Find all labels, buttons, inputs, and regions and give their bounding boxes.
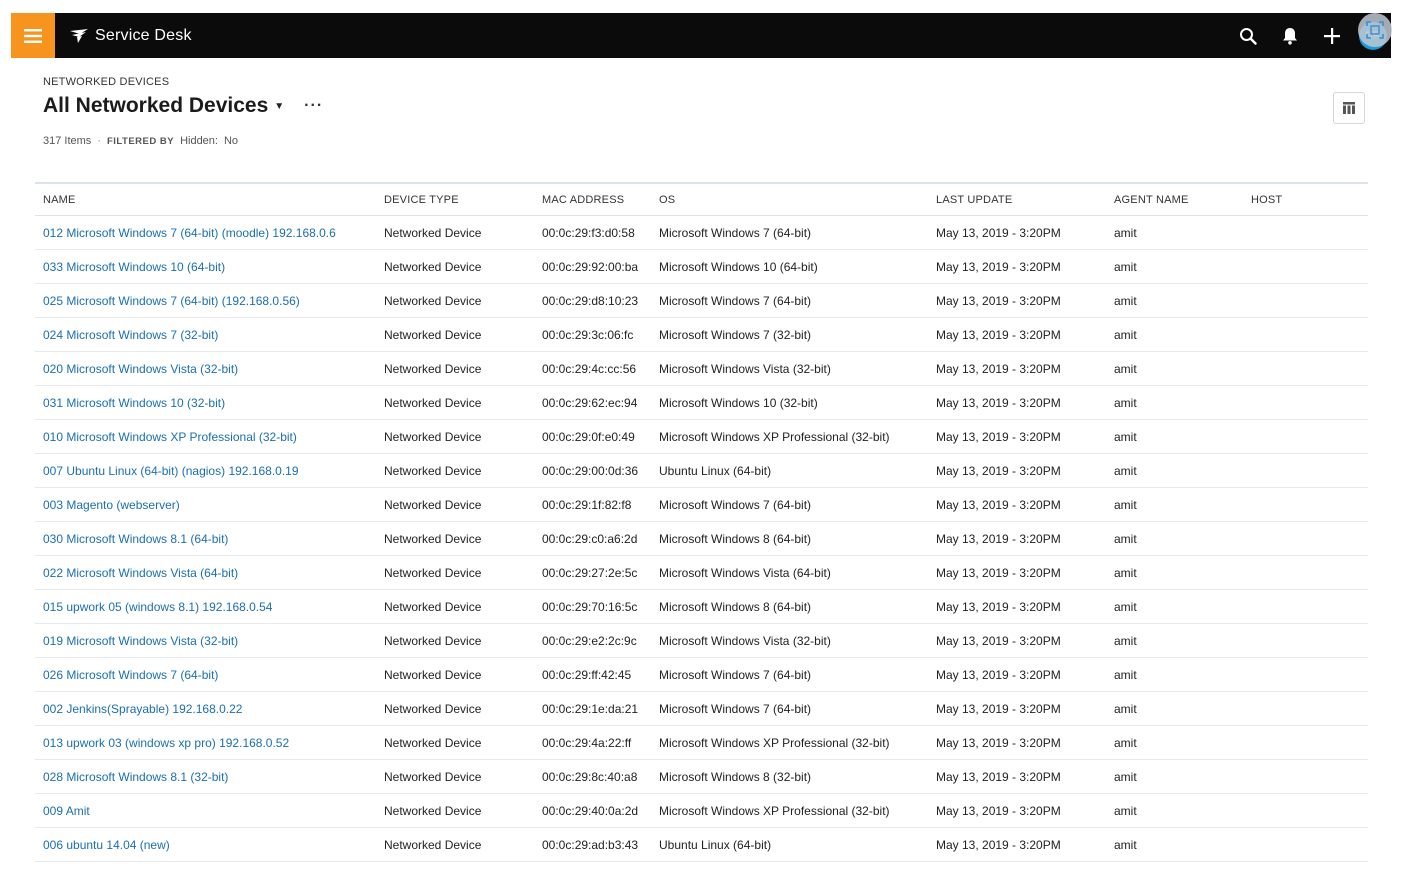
mac-address-cell: 00:0c:29:e2:2c:9c [534,624,651,658]
last-update-cell: May 13, 2019 - 3:20PM [928,352,1106,386]
os-cell: Microsoft Windows 8 (64-bit) [651,590,928,624]
agent-name-cell: amit [1106,590,1243,624]
mac-address-cell: 00:0c:29:40:0a:2d [534,794,651,828]
device-type-cell: Networked Device [376,318,534,352]
notifications-button[interactable] [1269,13,1311,58]
device-name-link[interactable]: 026 Microsoft Windows 7 (64-bit) [43,667,219,682]
name-cell [35,658,376,692]
device-type-cell: Networked Device [376,760,534,794]
os-cell: Microsoft Windows 8 (32-bit) [651,760,928,794]
name-cell [35,420,376,454]
breadcrumb[interactable]: NETWORKED DEVICES [43,76,170,88]
filter-key[interactable]: Hidden: [180,135,218,147]
agent-name-cell: amit [1106,250,1243,284]
host-cell [1243,556,1368,590]
os-cell: Microsoft Windows 7 (64-bit) [651,216,928,250]
mac-address-cell: 00:0c:29:70:16:5c [534,590,651,624]
mac-address-cell: 00:0c:29:62:ec:94 [534,386,651,420]
agent-name-cell: amit [1106,692,1243,726]
device-name-link[interactable]: 003 Magento (webserver) [43,497,180,512]
name-cell [35,522,376,556]
os-cell: Microsoft Windows XP Professional (32-bit) [651,420,928,454]
agent-name-cell: amit [1106,284,1243,318]
mac-address-cell: 00:0c:29:8c:40:a8 [534,760,651,794]
agent-name-cell: amit [1106,488,1243,522]
os-cell: Microsoft Windows 10 (64-bit) [651,250,928,284]
device-name-link[interactable]: 013 upwork 03 (windows xp pro) 192.168.0.52 [43,735,290,750]
name-cell [35,556,376,590]
service-desk-logo-icon [69,28,89,44]
table-row[interactable] [35,352,1368,386]
last-update-cell: May 13, 2019 - 3:20PM [928,658,1106,692]
top-navigation-bar [11,13,1391,58]
name-cell [35,250,376,284]
os-cell: Microsoft Windows 10 (32-bit) [651,386,928,420]
last-update-cell: May 13, 2019 - 3:20PM [928,386,1106,420]
agent-name-cell: amit [1106,318,1243,352]
column-header-device-type[interactable]: DEVICE TYPE [376,183,534,216]
name-cell [35,454,376,488]
host-cell [1243,250,1368,284]
device-name-link[interactable]: 020 Microsoft Windows Vista (32-bit) [43,361,239,376]
last-update-cell: May 13, 2019 - 3:20PM [928,624,1106,658]
last-update-cell: May 13, 2019 - 3:20PM [928,284,1106,318]
host-cell [1243,658,1368,692]
last-update-cell: May 13, 2019 - 3:20PM [928,454,1106,488]
main-menu-button[interactable] [11,13,55,58]
app-title: Service Desk [95,26,192,44]
column-header-last-update[interactable]: LAST UPDATE [928,183,1106,216]
device-type-cell: Networked Device [376,386,534,420]
agent-name-cell: amit [1106,522,1243,556]
filter-summary [43,135,238,147]
last-update-cell: May 13, 2019 - 3:20PM [928,828,1106,862]
plus-icon [1324,28,1340,44]
device-name-link[interactable]: 002 Jenkins(Sprayable) 192.168.0.22 [43,701,243,716]
table-row[interactable] [35,760,1368,794]
column-header-name[interactable]: NAME [35,183,376,216]
device-name-link[interactable]: 009 Amit [43,803,90,818]
view-dropdown-caret[interactable]: ▼ [274,100,285,112]
filter-value[interactable]: No [223,135,239,147]
device-type-cell: Networked Device [376,352,534,386]
os-cell: Microsoft Windows Vista (64-bit) [651,556,928,590]
columns-icon [1342,101,1356,115]
more-actions-button[interactable]: ··· [304,97,324,114]
agent-name-cell: amit [1106,760,1243,794]
host-cell [1243,454,1368,488]
table-body [35,216,1368,862]
agent-name-cell: amit [1106,352,1243,386]
device-type-cell: Networked Device [376,250,534,284]
name-cell [35,284,376,318]
name-cell [35,828,376,862]
name-cell [35,216,376,250]
device-type-cell: Networked Device [376,488,534,522]
table-row[interactable] [35,522,1368,556]
device-name-link[interactable]: 019 Microsoft Windows Vista (32-bit) [43,633,239,648]
device-type-cell: Networked Device [376,522,534,556]
name-cell [35,488,376,522]
mac-address-cell: 00:0c:29:4a:22:ff [534,726,651,760]
os-cell: Microsoft Windows 7 (64-bit) [651,488,928,522]
device-name-link[interactable]: 022 Microsoft Windows Vista (64-bit) [43,565,239,580]
os-cell: Ubuntu Linux (64-bit) [651,454,928,488]
table-row[interactable] [35,318,1368,352]
agent-name-cell: amit [1106,726,1243,760]
agent-name-cell: amit [1106,420,1243,454]
host-cell [1243,692,1368,726]
table-row[interactable] [35,658,1368,692]
mac-address-cell: 00:0c:29:27:2e:5c [534,556,651,590]
device-type-cell: Networked Device [376,692,534,726]
name-cell [35,692,376,726]
last-update-cell: May 13, 2019 - 3:20PM [928,556,1106,590]
last-update-cell: May 13, 2019 - 3:20PM [928,522,1106,556]
device-name-link[interactable]: 030 Microsoft Windows 8.1 (64-bit) [43,531,229,546]
host-cell [1243,386,1368,420]
os-cell: Microsoft Windows Vista (32-bit) [651,352,928,386]
last-update-cell: May 13, 2019 - 3:20PM [928,488,1106,522]
name-cell [35,352,376,386]
name-cell [35,624,376,658]
separator: · [97,135,101,147]
table-row[interactable] [35,488,1368,522]
device-type-cell: Networked Device [376,794,534,828]
last-update-cell: May 13, 2019 - 3:20PM [928,590,1106,624]
mac-address-cell: 00:0c:29:92:00:ba [534,250,651,284]
name-cell [35,590,376,624]
search-icon [1239,27,1257,45]
mac-address-cell: 00:0c:29:0f:e0:49 [534,420,651,454]
table-row[interactable] [35,590,1368,624]
host-cell [1243,216,1368,250]
last-update-cell: May 13, 2019 - 3:20PM [928,318,1106,352]
host-cell [1243,284,1368,318]
device-type-cell: Networked Device [376,420,534,454]
last-update-cell: May 13, 2019 - 3:20PM [928,250,1106,284]
name-cell [35,794,376,828]
agent-name-cell: amit [1106,216,1243,250]
table-row[interactable] [35,692,1368,726]
os-cell: Microsoft Windows XP Professional (32-bit) [651,794,928,828]
column-header-host[interactable]: HOST [1243,183,1368,216]
last-update-cell: May 13, 2019 - 3:20PM [928,760,1106,794]
agent-name-cell: amit [1106,658,1243,692]
host-cell [1243,420,1368,454]
mac-address-cell: 00:0c:29:3c:06:fc [534,318,651,352]
os-cell: Microsoft Windows 7 (64-bit) [651,284,928,318]
table-row[interactable] [35,386,1368,420]
device-name-link[interactable]: 010 Microsoft Windows XP Professional (32-bit) [43,429,297,444]
item-count: 317 Items [43,135,92,147]
host-cell [1243,522,1368,556]
host-cell [1243,828,1368,862]
hamburger-menu-icon [24,29,42,43]
column-header-os[interactable]: OS [651,183,928,216]
name-cell [35,386,376,420]
device-type-cell: Networked Device [376,556,534,590]
mac-address-cell: 00:0c:29:ff:42:45 [534,658,651,692]
mac-address-cell: 00:0c:29:c0:a6:2d [534,522,651,556]
name-cell [35,318,376,352]
device-name-link[interactable]: 031 Microsoft Windows 10 (32-bit) [43,395,226,410]
device-name-link[interactable]: 028 Microsoft Windows 8.1 (32-bit) [43,769,229,784]
devices-table [35,182,1368,862]
table-row[interactable] [35,624,1368,658]
device-name-link[interactable]: 033 Microsoft Windows 10 (64-bit) [43,259,226,274]
os-cell: Microsoft Windows 7 (32-bit) [651,318,928,352]
agent-name-cell: amit [1106,454,1243,488]
column-header-agent-name[interactable]: AGENT NAME [1106,183,1243,216]
agent-name-cell: amit [1106,386,1243,420]
mac-address-cell: 00:0c:29:ad:b3:43 [534,828,651,862]
agent-name-cell: amit [1106,624,1243,658]
os-cell: Microsoft Windows 7 (64-bit) [651,658,928,692]
table-row[interactable] [35,556,1368,590]
host-cell [1243,318,1368,352]
page-title-row [43,94,323,118]
table-row[interactable] [35,726,1368,760]
host-cell [1243,488,1368,522]
device-type-cell: Networked Device [376,658,534,692]
device-type-cell: Networked Device [376,454,534,488]
device-type-cell: Networked Device [376,726,534,760]
agent-name-cell: amit [1106,556,1243,590]
mac-address-cell: 00:0c:29:f3:d0:58 [534,216,651,250]
table-header-row [35,183,1368,216]
device-name-link[interactable]: 015 upwork 05 (windows 8.1) 192.168.0.54 [43,599,273,614]
last-update-cell: May 13, 2019 - 3:20PM [928,726,1106,760]
table-row[interactable] [35,828,1368,862]
name-cell [35,760,376,794]
mac-address-cell: 00:0c:29:00:0d:36 [534,454,651,488]
os-cell: Microsoft Windows Vista (32-bit) [651,624,928,658]
device-type-cell: Networked Device [376,828,534,862]
last-update-cell: May 13, 2019 - 3:20PM [928,692,1106,726]
host-cell [1243,352,1368,386]
device-type-cell: Networked Device [376,216,534,250]
column-header-mac-address[interactable]: MAC ADDRESS [534,183,651,216]
mac-address-cell: 00:0c:29:1f:82:f8 [534,488,651,522]
mac-address-cell: 00:0c:29:d8:10:23 [534,284,651,318]
os-cell: Microsoft Windows XP Professional (32-bit) [651,726,928,760]
add-button[interactable] [1311,13,1353,58]
os-cell: Ubuntu Linux (64-bit) [651,828,928,862]
last-update-cell: May 13, 2019 - 3:20PM [928,420,1106,454]
table-row[interactable] [35,454,1368,488]
agent-name-cell: amit [1106,828,1243,862]
table-row[interactable] [35,250,1368,284]
screen-capture-icon [1366,21,1384,39]
host-cell [1243,624,1368,658]
device-type-cell: Networked Device [376,590,534,624]
device-name-link[interactable]: 012 Microsoft Windows 7 (64-bit) (moodle) 192.168.0.6 [43,225,336,240]
agent-name-cell: amit [1106,794,1243,828]
search-button[interactable] [1227,13,1269,58]
column-settings-button[interactable] [1333,92,1365,124]
device-name-link[interactable]: 024 Microsoft Windows 7 (32-bit) [43,327,219,342]
host-cell [1243,794,1368,828]
os-cell: Microsoft Windows 7 (64-bit) [651,692,928,726]
table-row[interactable] [35,216,1368,250]
host-cell [1243,760,1368,794]
device-type-cell: Networked Device [376,284,534,318]
filtered-by-label: FILTERED BY [106,135,175,147]
mac-address-cell: 00:0c:29:1e:da:21 [534,692,651,726]
bell-icon [1282,27,1298,45]
screen-capture-badge[interactable] [1358,13,1392,47]
device-type-cell: Networked Device [376,624,534,658]
last-update-cell: May 13, 2019 - 3:20PM [928,794,1106,828]
app-brand[interactable] [69,27,192,45]
device-name-link[interactable]: 007 Ubuntu Linux (64-bit) (nagios) 192.168.0.19 [43,463,299,478]
table-row[interactable] [35,794,1368,828]
host-cell [1243,590,1368,624]
table-row[interactable] [35,284,1368,318]
last-update-cell: May 13, 2019 - 3:20PM [928,216,1106,250]
table-row[interactable] [35,420,1368,454]
device-name-link[interactable]: 006 ubuntu 14.04 (new) [43,837,170,852]
mac-address-cell: 00:0c:29:4c:cc:56 [534,352,651,386]
host-cell [1243,726,1368,760]
device-name-link[interactable]: 025 Microsoft Windows 7 (64-bit) (192.168.0.56) [43,293,300,308]
os-cell: Microsoft Windows 8 (64-bit) [651,522,928,556]
page-title[interactable]: All Networked Devices [43,94,269,117]
name-cell [35,726,376,760]
